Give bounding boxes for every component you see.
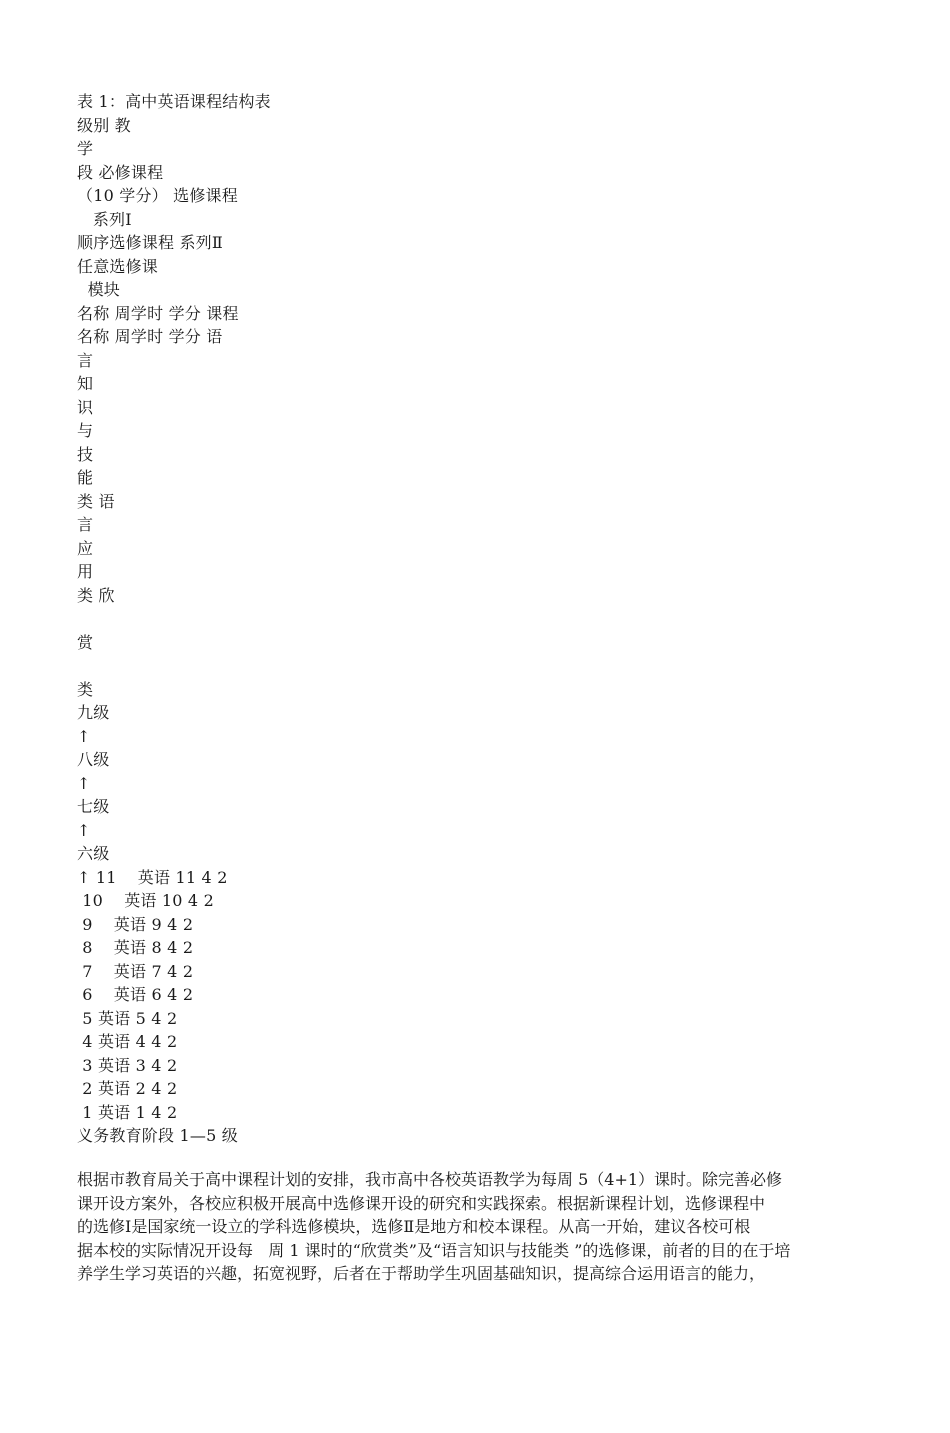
table-line (77, 607, 897, 631)
table-line: 任意选修课 (77, 256, 159, 276)
table-line: ↑ (77, 773, 91, 793)
table-line: （10 学分） 选修课程 (77, 186, 238, 205)
table-line: 九级 (77, 703, 110, 722)
table-line: 义务教育阶段 1—5 级 (77, 1126, 238, 1145)
table-line: 8 英语 8 4 2 (77, 938, 194, 957)
paragraph-line: 养学生学习英语的兴趣，拓宽视野，后者在于帮助学生巩固基础知识，提高综合运用语言的能力， (77, 1264, 766, 1283)
table-line: 名称 周学时 学分 课程 (77, 303, 239, 323)
paragraph-line: 根据市教育局关于高中课程计划的安排，我市高中各校英语教学为每周 5（4+1）课时。除完善必修 (77, 1170, 783, 1189)
table-line: 10 英语 10 4 2 (77, 891, 214, 910)
course-structure-table (77, 90, 897, 1148)
table-line: 6 英语 6 4 2 (77, 985, 194, 1004)
table-line: 7 英语 7 4 2 (77, 961, 194, 981)
table-line: 4 英语 4 4 2 (77, 1032, 178, 1051)
table-line: ↑ (77, 820, 91, 840)
table-lines (77, 114, 897, 1148)
table-line: 知 (77, 374, 94, 393)
body-paragraph (77, 1168, 867, 1286)
table-line: 识 (77, 397, 94, 417)
table-line: 类 欣 (77, 585, 115, 605)
table-line: 级别 教 (77, 115, 131, 135)
table-line: 赏 (77, 632, 94, 652)
table-line: 段 必修课程 (77, 162, 164, 182)
table-line (77, 654, 897, 678)
table-line: 2 英语 2 4 2 (77, 1079, 178, 1098)
paragraph-line: 课开设方案外，各校应积极开展高中选修课开设的研究和实践探索。根据新课程计划，选修课程中 (77, 1193, 766, 1213)
paragraph-line: 据本校的实际情况开设每 周 1 课时的“欣赏类”及“语言知识与技能类 ”的选修课，前者的目的在于培 (77, 1240, 791, 1260)
table-line: 类 语 (77, 491, 115, 511)
table-line: 学 (77, 139, 94, 158)
table-line: 顺序选修课程 系列Ⅱ (77, 233, 223, 252)
table-line: 技 (77, 444, 94, 464)
table-line: 六级 (77, 844, 110, 863)
table-line: 八级 (77, 750, 110, 769)
table-line: ↑ 11 英语 11 4 2 (77, 867, 228, 887)
table-line: 与 (77, 421, 94, 440)
table-line: 9 英语 9 4 2 (77, 914, 194, 934)
table-line: ↑ (77, 726, 91, 746)
table-line: 名称 周学时 学分 语 (77, 327, 223, 346)
table-line: 言 (77, 515, 94, 534)
table-line: 系列Ⅰ (77, 209, 132, 229)
table-line: 能 (77, 468, 94, 487)
table-line: 模块 (77, 280, 120, 299)
table-line: 用 (77, 562, 94, 581)
table-line: 七级 (77, 797, 110, 816)
table-line: 类 (77, 679, 94, 699)
table-line: 5 英语 5 4 2 (77, 1008, 178, 1028)
table-line: 应 (77, 538, 94, 558)
table-line: 3 英语 3 4 2 (77, 1055, 178, 1075)
table-line: 1 英语 1 4 2 (77, 1102, 178, 1122)
table-title: 表 1：高中英语课程结构表 (77, 92, 271, 111)
paragraph-line: 的选修Ⅰ是国家统一设立的学科选修模块，选修Ⅱ是地方和校本课程。从高一开始，建议各校可根 (77, 1217, 751, 1236)
table-line: 言 (77, 350, 94, 370)
